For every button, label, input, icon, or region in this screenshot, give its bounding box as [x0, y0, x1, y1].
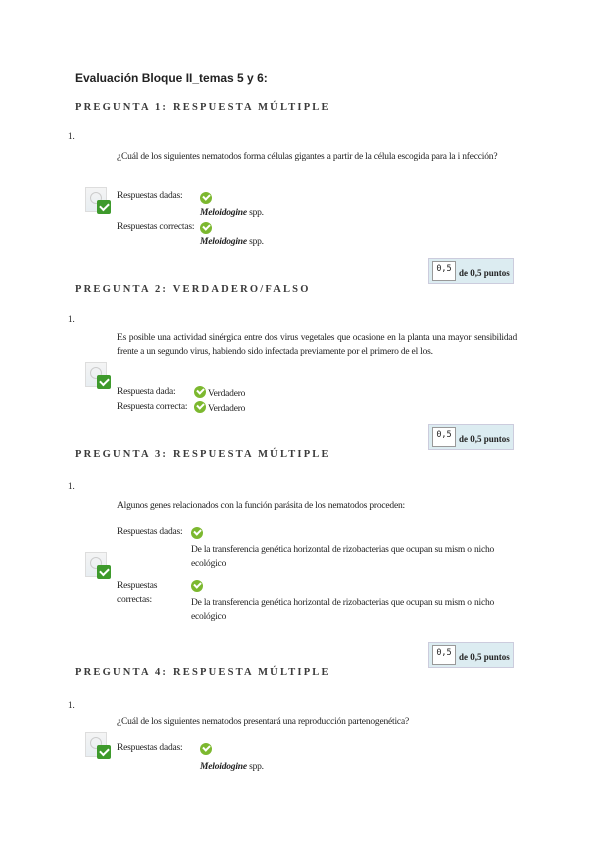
given-answer-genus: Meloidogine: [200, 208, 247, 218]
question-number: 1.: [68, 481, 75, 491]
page-title: Evaluación Bloque II_temas 5 y 6:: [75, 71, 268, 85]
check-icon: [191, 527, 203, 539]
score-box: [428, 424, 514, 450]
given-label: Respuesta dada:: [117, 387, 176, 397]
question-number: 1.: [68, 314, 75, 324]
score-value[interactable]: 0,5: [432, 427, 456, 447]
question-header: PREGUNTA 2: VERDADERO/FALSO: [75, 284, 311, 295]
given-answer-suffix: spp.: [246, 762, 264, 772]
check-icon: [194, 386, 206, 398]
question-number: 1.: [68, 131, 75, 141]
score-max: de 0,5 puntos: [459, 652, 510, 662]
check-icon: [200, 743, 212, 755]
question-header: PREGUNTA 3: RESPUESTA MÚLTIPLE: [75, 449, 331, 460]
given-answer-suffix: spp.: [246, 208, 264, 218]
check-icon: [191, 580, 203, 592]
given-label: Respuestas dadas:: [117, 743, 183, 753]
given-label: Respuestas dadas:: [117, 527, 183, 537]
question-text: ¿Cuál de los siguientes nematodos presentará una reproducción partenogenética?: [117, 717, 409, 727]
question-header: PREGUNTA 4: RESPUESTA MÚLTIPLE: [75, 667, 331, 678]
check-icon: [194, 401, 206, 413]
score-box: [428, 258, 514, 284]
score-max: de 0,5 puntos: [459, 434, 510, 444]
correct-answer: De la transferencia genética horizontal de rizobacterias que ocupan su mism o nicho ecológico: [191, 598, 495, 622]
correct-answer-icon: [85, 732, 112, 760]
given-answer: [200, 761, 264, 775]
correct-answer-genus: Meloidogine: [200, 237, 247, 247]
question-text: Algunos genes relacionados con la función parásita de los nematodos proceden:: [117, 501, 405, 511]
correct-answer-icon: [85, 552, 112, 580]
correct-label: Respuesta correcta:: [117, 402, 188, 412]
correct-label: Respuestas correctas:: [117, 222, 195, 232]
check-icon: [200, 192, 212, 204]
check-icon: [200, 222, 212, 234]
score-max: de 0,5 puntos: [459, 268, 510, 278]
question-header: PREGUNTA 1: RESPUESTA MÚLTIPLE: [75, 102, 331, 113]
question-text: ¿Cuál de los siguientes nematodos forma células gigantes a partir de la célula escogida para la i nfección?: [117, 152, 498, 162]
given-answer: Verdadero: [208, 389, 246, 399]
question-number: 1.: [68, 700, 75, 710]
correct-answer-icon: [85, 187, 112, 215]
correct-answer: [200, 236, 264, 250]
question-text: Es posible una actividad sinérgica entre dos virus vegetales que ocasione en la planta una mayor sensibilidad frente a un segundo virus, habiendo sido infectada previamente por el primero de el los.: [117, 333, 517, 357]
correct-answer: Verdadero: [208, 404, 246, 414]
given-answer: [200, 207, 264, 221]
correct-label: Respuestas correctas:: [117, 581, 158, 605]
correct-answer-icon: [85, 362, 112, 390]
given-answer-genus: Meloidogine: [200, 762, 247, 772]
given-answer: De la transferencia genética horizontal de rizobacterias que ocupan su mism o nicho ecológico: [191, 545, 495, 569]
correct-answer-suffix: spp.: [246, 237, 264, 247]
score-box: [428, 642, 514, 668]
score-value[interactable]: 0,5: [432, 645, 456, 665]
given-label: Respuestas dadas:: [117, 191, 183, 201]
score-value[interactable]: 0,5: [432, 261, 456, 281]
